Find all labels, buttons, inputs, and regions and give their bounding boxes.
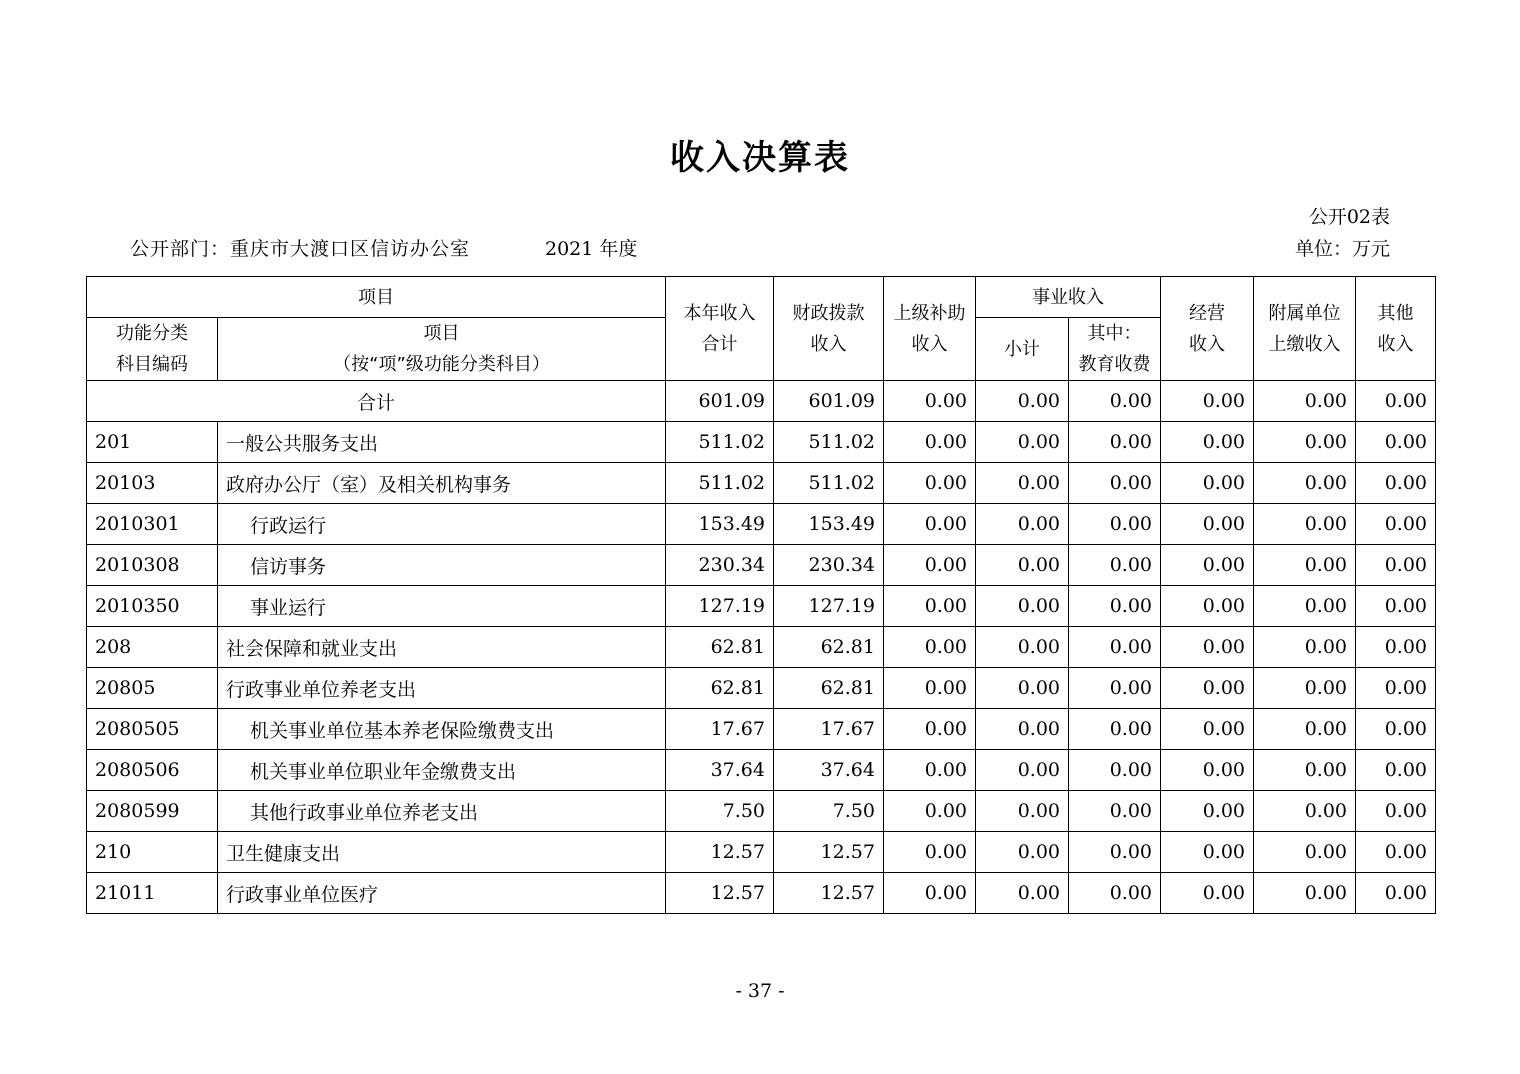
row-code: 2080506 (87, 750, 218, 791)
row-value: 37.64 (774, 750, 884, 791)
row-value: 0.00 (1161, 545, 1254, 586)
row-value: 0.00 (1356, 750, 1436, 791)
row-name: 机关事业单位职业年金缴费支出 (218, 750, 666, 791)
row-name: 行政事业单位医疗 (218, 873, 666, 914)
row-value: 0.00 (1254, 504, 1356, 545)
row-name: 政府办公厅（室）及相关机构事务 (218, 463, 666, 504)
row-code: 21011 (87, 873, 218, 914)
row-value: 0.00 (1069, 791, 1161, 832)
row-value: 0.00 (884, 750, 976, 791)
row-value: 0.00 (1356, 873, 1436, 914)
table-row (87, 504, 1436, 545)
row-value: 230.34 (666, 545, 774, 586)
total-cell: 0.00 (1161, 381, 1254, 422)
row-value: 0.00 (1254, 873, 1356, 914)
row-value: 0.00 (1254, 586, 1356, 627)
header-other: 其他 收入 (1356, 277, 1436, 381)
row-value: 17.67 (666, 709, 774, 750)
row-code: 2080599 (87, 791, 218, 832)
total-cell: 601.09 (774, 381, 884, 422)
row-value: 62.81 (666, 627, 774, 668)
row-value: 0.00 (884, 791, 976, 832)
row-value: 0.00 (1254, 668, 1356, 709)
unit-label: 单位：万元 (1294, 238, 1390, 260)
header-business-group: 事业收入 (976, 277, 1161, 318)
total-cell: 0.00 (884, 381, 976, 422)
header-superior: 上级补助 收入 (884, 277, 976, 381)
row-value: 0.00 (1254, 832, 1356, 873)
total-cell: 0.00 (1069, 381, 1161, 422)
row-value: 0.00 (1356, 545, 1436, 586)
row-value: 0.00 (1069, 709, 1161, 750)
row-name: 行政事业单位养老支出 (218, 668, 666, 709)
row-value: 62.81 (774, 668, 884, 709)
row-value: 511.02 (666, 463, 774, 504)
row-value: 0.00 (884, 709, 976, 750)
year-label: 2021 年度 (545, 238, 638, 260)
row-value: 0.00 (976, 873, 1069, 914)
row-value: 511.02 (666, 422, 774, 463)
row-value: 0.00 (1356, 832, 1436, 873)
total-cell: 0.00 (976, 381, 1069, 422)
row-value: 0.00 (976, 504, 1069, 545)
page-title: 收入决算表 (670, 138, 850, 178)
header-item-group: 项目 (87, 277, 666, 318)
row-value: 0.00 (884, 627, 976, 668)
row-name: 机关事业单位基本养老保险缴费支出 (218, 709, 666, 750)
row-value: 230.34 (774, 545, 884, 586)
row-value: 0.00 (1161, 504, 1254, 545)
row-code: 20805 (87, 668, 218, 709)
row-value: 0.00 (1069, 545, 1161, 586)
row-value: 0.00 (1254, 463, 1356, 504)
row-value: 12.57 (774, 832, 884, 873)
table-row (87, 791, 1436, 832)
row-value: 0.00 (976, 422, 1069, 463)
header-code: 功能分类 科目编码 (87, 318, 218, 381)
header-subtotal: 小计 (976, 318, 1069, 381)
row-value: 0.00 (884, 586, 976, 627)
row-value: 0.00 (1254, 791, 1356, 832)
row-value: 0.00 (1161, 873, 1254, 914)
row-value: 0.00 (1069, 586, 1161, 627)
table-row (87, 586, 1436, 627)
row-value: 12.57 (666, 832, 774, 873)
row-value: 0.00 (976, 791, 1069, 832)
row-value: 0.00 (1161, 709, 1254, 750)
row-value: 0.00 (976, 668, 1069, 709)
row-name: 一般公共服务支出 (218, 422, 666, 463)
row-code: 2080505 (87, 709, 218, 750)
row-code: 210 (87, 832, 218, 873)
row-value: 0.00 (884, 873, 976, 914)
row-value: 0.00 (1356, 463, 1436, 504)
row-value: 0.00 (1254, 545, 1356, 586)
income-table (86, 276, 1436, 914)
row-code: 2010350 (87, 586, 218, 627)
header-fiscal: 财政拨款 收入 (774, 277, 884, 381)
row-value: 0.00 (884, 668, 976, 709)
row-value: 0.00 (884, 504, 976, 545)
row-value: 0.00 (1161, 832, 1254, 873)
row-code: 2010308 (87, 545, 218, 586)
row-value: 0.00 (1254, 750, 1356, 791)
row-value: 0.00 (884, 545, 976, 586)
header-total-income: 本年收入 合计 (666, 277, 774, 381)
row-name: 社会保障和就业支出 (218, 627, 666, 668)
row-value: 0.00 (884, 422, 976, 463)
row-value: 17.67 (774, 709, 884, 750)
row-value: 0.00 (1069, 832, 1161, 873)
row-value: 37.64 (666, 750, 774, 791)
row-code: 201 (87, 422, 218, 463)
row-value: 62.81 (666, 668, 774, 709)
row-value: 0.00 (1069, 463, 1161, 504)
row-value: 0.00 (1356, 668, 1436, 709)
table-row (87, 873, 1436, 914)
row-value: 0.00 (976, 750, 1069, 791)
row-value: 0.00 (1161, 422, 1254, 463)
total-cell: 0.00 (1254, 381, 1356, 422)
row-value: 0.00 (976, 627, 1069, 668)
row-name: 行政运行 (218, 504, 666, 545)
row-value: 0.00 (1161, 627, 1254, 668)
row-value: 0.00 (1069, 668, 1161, 709)
row-value: 0.00 (1254, 709, 1356, 750)
header-affiliated: 附属单位 上缴收入 (1254, 277, 1356, 381)
row-value: 0.00 (976, 463, 1069, 504)
page-number: - 37 - (735, 980, 785, 1002)
row-name: 信访事务 (218, 545, 666, 586)
table-row (87, 422, 1436, 463)
row-code: 20103 (87, 463, 218, 504)
header-education: 其中： 教育收费 (1069, 318, 1161, 381)
department-label: 公开部门：重庆市大渡口区信访办公室 (130, 238, 471, 260)
row-name: 其他行政事业单位养老支出 (218, 791, 666, 832)
row-value: 0.00 (976, 709, 1069, 750)
table-row (87, 668, 1436, 709)
row-value: 0.00 (1069, 504, 1161, 545)
table-row (87, 627, 1436, 668)
row-value: 0.00 (1356, 586, 1436, 627)
row-value: 7.50 (774, 791, 884, 832)
row-value: 0.00 (1356, 791, 1436, 832)
row-value: 62.81 (774, 627, 884, 668)
row-value: 12.57 (774, 873, 884, 914)
row-value: 0.00 (1254, 422, 1356, 463)
row-name: 卫生健康支出 (218, 832, 666, 873)
row-value: 7.50 (666, 791, 774, 832)
row-value: 153.49 (666, 504, 774, 545)
row-value: 0.00 (884, 463, 976, 504)
table-row (87, 463, 1436, 504)
row-value: 0.00 (976, 586, 1069, 627)
row-value: 0.00 (1161, 750, 1254, 791)
table-row (87, 832, 1436, 873)
total-row (87, 381, 1436, 422)
total-cell: 0.00 (1356, 381, 1436, 422)
header-name: 项目 （按“项”级功能分类科目） (218, 318, 666, 381)
total-cell: 601.09 (666, 381, 774, 422)
row-value: 127.19 (666, 586, 774, 627)
row-value: 0.00 (1356, 627, 1436, 668)
row-value: 0.00 (1161, 668, 1254, 709)
row-value: 0.00 (884, 832, 976, 873)
row-value: 0.00 (1356, 709, 1436, 750)
total-label: 合计 (87, 381, 666, 422)
header-row-1 (87, 277, 1436, 318)
row-value: 0.00 (1356, 504, 1436, 545)
row-code: 208 (87, 627, 218, 668)
row-value: 0.00 (1069, 750, 1161, 791)
table-body (87, 422, 1436, 914)
row-value: 511.02 (774, 463, 884, 504)
row-value: 511.02 (774, 422, 884, 463)
table-row (87, 709, 1436, 750)
row-value: 0.00 (1161, 463, 1254, 504)
row-value: 0.00 (1069, 422, 1161, 463)
row-value: 12.57 (666, 873, 774, 914)
row-value: 0.00 (976, 832, 1069, 873)
row-value: 0.00 (1161, 791, 1254, 832)
row-value: 0.00 (1254, 627, 1356, 668)
row-value: 153.49 (774, 504, 884, 545)
table-number: 公开02表 (1308, 206, 1390, 228)
row-value: 0.00 (976, 545, 1069, 586)
table-row (87, 750, 1436, 791)
row-value: 127.19 (774, 586, 884, 627)
header-operating: 经营 收入 (1161, 277, 1254, 381)
row-code: 2010301 (87, 504, 218, 545)
table-row (87, 545, 1436, 586)
row-value: 0.00 (1069, 873, 1161, 914)
row-value: 0.00 (1161, 586, 1254, 627)
row-value: 0.00 (1069, 627, 1161, 668)
row-value: 0.00 (1356, 422, 1436, 463)
row-name: 事业运行 (218, 586, 666, 627)
